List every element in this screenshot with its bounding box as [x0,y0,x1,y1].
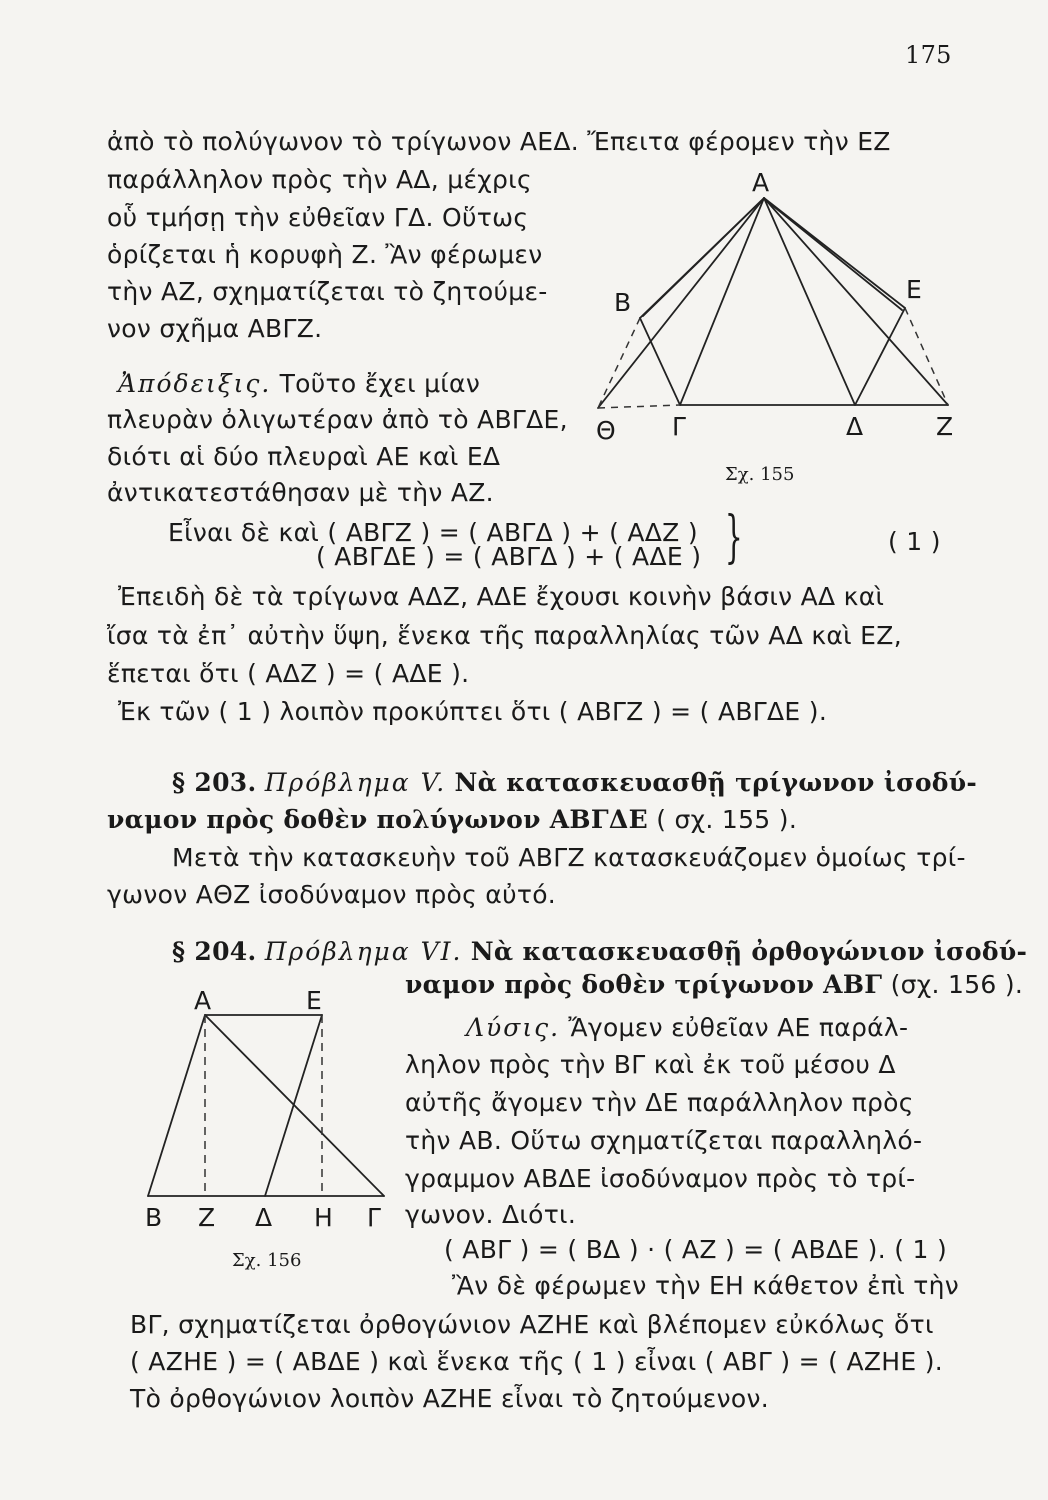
s204-tail-line-2: ΒΓ, σχηματίζεται ὀρθογώνιον ΑΖΗΕ καὶ βλέπομεν εὐκόλως ὅτι [130,1310,934,1339]
fig156-label-Z: Ζ [198,1203,216,1232]
s204-equation: ( ΑΒΓ ) = ( ΒΔ ) · ( ΑΖ ) = ( ΑΒΔΕ ). ( 1 ) [444,1235,948,1264]
fig155-label-Th: Θ [596,416,616,445]
fig155-caption: Σχ. 155 [725,464,795,485]
s203-line-2: γωνον ΑΘΖ ἰσοδύναμον πρὸς αὐτό. [107,880,557,909]
s204-number: § 204. [172,937,257,966]
fig156-label-G: Γ [367,1203,381,1232]
s204-sol-line-5: γραμμον ΑΒΔΕ ἰσοδύναμον πρὸς τὸ τρί- [405,1164,916,1193]
proof-line-4: ἀντικατεστάθησαν μὲ τὴν ΑΖ. [107,478,494,507]
p2-line-3: ἕπεται ὅτι ( ΑΔΖ ) = ( ΑΔΕ ). [107,659,470,688]
fig156-label-D: Δ [255,1203,273,1232]
s204-title-1: Νὰ κατασκευασθῇ ὀρθογώνιον ἰσοδύ- [470,937,1028,966]
s204-sol-line-4: τὴν ΑΒ. Οὕτω σχηματίζεται παραλληλό- [405,1126,923,1155]
proof-line-3: διότι αἱ δύο πλευραὶ ΑΕ καὶ ΕΔ [107,442,501,471]
fig156-label-E: Ε [306,986,322,1015]
s203-line-1: Μετὰ τὴν κατασκευὴν τοῦ ΑΒΓΖ κατασκευάζομεν ὁμοίως τρί- [172,843,966,872]
fig155-label-D: Δ [846,412,864,441]
s204-sol-label: Λύσις. [466,1013,561,1042]
s203-ref: ( σχ. 155 ). [656,805,798,834]
proof-line-2: πλευρὰν ὀλιγωτέραν ἀπὸ τὸ ΑΒΓΔΕ, [107,405,568,434]
fig156-label-H: Η [314,1203,333,1232]
proof-label: Ἀπόδειξις. [118,369,272,398]
s204-tail-line-3: ( ΑΖΗΕ ) = ( ΑΒΔΕ ) καὶ ἕνεκα τῆς ( 1 ) εἶναι ( ΑΒΓ ) = ( ΑΖΗΕ ). [130,1347,944,1376]
eq1-number: ( 1 ) [888,527,941,556]
s204-sol-line-3: αὐτῆς ἄγομεν τὴν ΔΕ παράλληλον πρὸς [405,1088,914,1117]
p1-line-5: τὴν ΑΖ, σχηματίζεται τὸ ζητούμε- [107,277,548,306]
s203-title-2: ναμον πρὸς δοθὲν πολύγωνον ΑΒΓΔΕ [107,805,648,834]
p1-line-4: ὁρίζεται ἡ κορυφὴ Ζ. Ἂν φέρωμεν [107,240,543,269]
fig155-label-E: Ε [906,275,922,304]
p1-line-6: νον σχῆμα ΑΒΓΖ. [107,314,323,343]
p1-line-2: παράλληλον πρὸς τὴν ΑΔ, μέχρις [107,165,532,194]
s204-tail-line-1: Ἂν δὲ φέρωμεν τὴν ΕΗ κάθετον ἐπὶ τὴν [452,1271,960,1300]
proof-first-text: Τοῦτο ἔχει μίαν [279,369,481,398]
fig156-label-B: Β [145,1203,163,1232]
s204-tail-line-4: Τὸ ὀρθογώνιον λοιπὸν ΑΖΗΕ εἶναι τὸ ζητούμενον. [130,1384,769,1413]
s204-title-2: ναμον πρὸς δοθὲν τρίγωνον ΑΒΓ [405,970,883,999]
s203-label: Πρόβλημα V. [264,768,447,797]
p1-line-1: ἀπὸ τὸ πολύγωνον τὸ τρίγωνον ΑΕΔ. Ἔπειτα φέρομεν τὴν ΕΖ [107,127,891,156]
eq1-b: ( ΑΒΓΔΕ ) = ( ΑΒΓΔ ) + ( ΑΔΕ ) [316,542,702,571]
p2-line-2: ἴσα τὰ ἐπ᾽ αὐτὴν ὕψη, ἕνεκα τῆς παραλληλίας τῶν ΑΔ καὶ ΕΖ, [107,621,902,650]
eq1-lead: Εἶναι δὲ καὶ [168,518,320,547]
s204-sol-first: Ἄγομεν εὐθεῖαν ΑΕ παράλ- [568,1013,909,1042]
s204-sol-line-2: ληλον πρὸς τὴν ΒΓ καὶ ἐκ τοῦ μέσου Δ [405,1050,896,1079]
fig156-caption: Σχ. 156 [232,1250,302,1271]
p2-line-1: Ἐπειδὴ δὲ τὰ τρίγωνα ΑΔΖ, ΑΔΕ ἔχουσι κοινὴν βάσιν ΑΔ καὶ [118,582,885,611]
fig155-label-B: Β [614,288,632,317]
fig155-label-Z: Ζ [936,412,954,441]
eq1-a: ( ΑΒΓΖ ) = ( ΑΒΓΔ ) + ( ΑΔΖ ) [327,518,698,547]
s204-sol-line-6: γωνον. Διότι. [405,1200,577,1229]
page-number: 175 [905,41,952,69]
s204-ref: (σχ. 156 ). [890,970,1024,999]
eq1-brace: } [724,505,743,570]
s204-label: Πρόβλημα VI. [264,937,463,966]
s203-number: § 203. [172,768,257,797]
p2-line-4: Ἐκ τῶν ( 1 ) λοιπὸν προκύπτει ὅτι ( ΑΒΓΖ ) = ( ΑΒΓΔΕ ). [118,697,828,726]
p1-line-3: οὗ τμήσῃ τὴν εὐθεῖαν ΓΔ. Οὕτως [107,203,529,232]
fig155-label-G: Γ [672,412,686,441]
s203-title-1: Νὰ κατασκευασθῇ τρίγωνον ἰσοδύ- [454,768,978,797]
fig156-label-A: Α [194,986,212,1015]
fig155-label-A: Α [752,168,770,197]
